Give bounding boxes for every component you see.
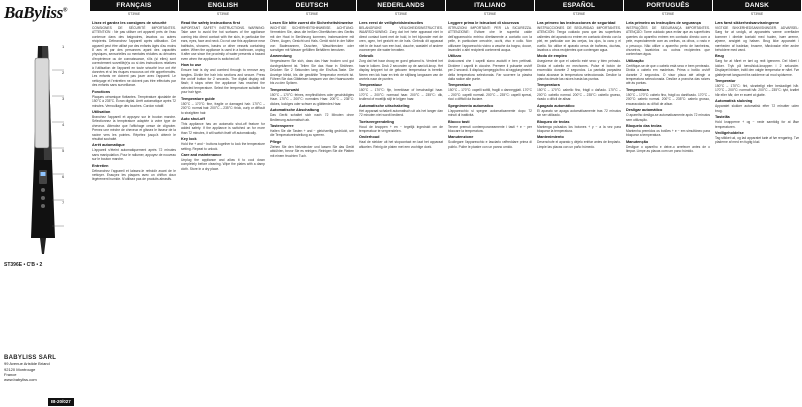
language-header: ITALIANO <box>446 0 534 11</box>
section-paragraph: Assicurarsi che i capelli siano asciutti e ben pettinati. Dividere i capelli in ciocche. Premere il pulsante on/off per 2 secondi. Il display lampeggia fino al raggiungimento della temperatura selezionata. Far scorrere la piastra dalla radice alle punte. <box>448 59 532 82</box>
section-title: Temperaturwahl <box>270 87 300 92</box>
section-paragraph: Zorg dat het haar droog en goed gekamd is. Verdeel het haar in lokken. Druk 2 seconden op de aan/uit-knop. Het display knippert tot de gekozen temperatuur is bereikt. Neem een lok haar en trek de stijltang langzaam van de wortels naar de punten. <box>359 59 443 82</box>
section-title: Care and maintenance <box>181 152 222 157</box>
section-title: Apagado automático <box>537 103 575 108</box>
section-title: Arrêt automatique <box>92 143 125 148</box>
section-paragraph: Das Gerät schaltet sich nach 72 Minuten ohne Bedienung automatisch ab. <box>270 113 354 122</box>
section-title: Lesen Sie bitte zuerst die Sicherheitshinweise <box>270 21 354 25</box>
section-title: Bloqueio das teclas <box>626 123 662 128</box>
section-paragraph: O aparelho desliga-se automaticamente após 72 minutos sem utilização. <box>626 113 710 122</box>
section-title: Bloqueo de teclas <box>537 119 570 124</box>
language-column <box>179 0 267 407</box>
callout-number: 1 <box>62 44 65 49</box>
section-title: Temperatur <box>715 79 736 84</box>
language-header: NEDERLANDS <box>357 0 445 11</box>
section-title: Vedligeholdelse <box>715 130 744 135</box>
section-title: Temperatura <box>537 83 560 88</box>
straightener-illustration <box>8 40 86 255</box>
section-paragraph: INSTRUCCIONES DE SEGURIDAD IMPORTANTES. ATENCIÓN: Tenga cuidado para que las superficies calientes del aparato no entren en contacto directo con la piel, en particular con las orejas, los ojos, la cara y el cuello. No utilice el aparato cerca de bañeras, duchas, lavabos u otros recipientes que contengan agua. <box>537 26 621 53</box>
section-paragraph: Plaques céramique flottantes. Température ajustable de 150°C à 235°C. Écran digital. Arrêt automatique après 72 minutes. Verrouillage des touches. Cordon rotatif. <box>92 94 176 108</box>
section-title: Utilizzo <box>448 54 462 59</box>
instruction-text <box>268 17 356 158</box>
section-paragraph: Asegúrese de que el cabello esté seco y bien peinado. Divida el cabello en mechones. Pulse el botón de encendido durante 2 segundos. La pantalla parpadea hasta alcanzar la temperatura seleccionada. Deslice la plancha desde las raíces hasta las puntas. <box>537 59 621 82</box>
callout-number: 6 <box>62 174 65 179</box>
section-title: Lea primero las instrucciones de seguridad <box>537 21 616 25</box>
section-title: Modo de empleo <box>537 54 567 59</box>
language-column <box>535 0 623 407</box>
company-address <box>4 356 84 382</box>
section-paragraph: Sørg for at håret er tørt og redt igennem. Del håret i lokker. Tryk på tænd/sluk-knappen i 2 sekunder. Displayet blinker, indtil den valgte temperatur er nået. Før glattejernet langsomt fra rødderne ud mod spidserne. <box>715 59 799 77</box>
section-paragraph: 150°C – 170°C: cabelo fino, frágil ou danificado. 170°C – 200°C: cabelo normal. 200°C – 235°C: cabelo grosso, encaracolado ou difícil de alisar. <box>626 92 710 106</box>
section-title: Lees eerst de veiligheidsinstructies <box>359 21 424 25</box>
section-title: Temperature guide <box>181 96 215 101</box>
model-subheader: ST396E <box>661 12 675 16</box>
section-paragraph: 150°C – 170°C: fint, skrøbeligt eller beskadiget hår. 170°C – 200°C: normalt hår. 200°C – 235°C: tykt, krøllet hår eller hår, der er svært at glatte. <box>715 84 799 97</box>
section-title: Onderhoud <box>359 135 380 140</box>
address-country: France <box>4 371 17 377</box>
section-title: Fonctions <box>92 89 111 94</box>
language-header: DANSK <box>713 0 801 11</box>
language-column <box>90 0 178 407</box>
document-code: IB-20/027 <box>48 398 74 406</box>
section-paragraph: INSTRUÇÕES DE SEGURANÇA IMPORTANTES. ATENÇÃO: Tome cuidado para evitar que as superfícies quentes do aparelho entrem em contacto directo com a pele, especialmente com as orelhas, os olhos, o rosto e o pescoço. Não utilize o aparelho perto de banheiras, chuveiros, lavatórios ou outros recipientes que contenham água. <box>626 26 710 57</box>
section-paragraph: Desenchufe el aparato y déjelo enfriar antes de limpiarlo. Limpie las placas con un paño húmedo. <box>537 140 621 149</box>
address-web: www.babyliss.com <box>4 377 37 383</box>
section-paragraph: ISTRUZIONI IMPORTANTI PER LA SICUREZZA. ATTENZIONE: Evitare che le superfici calde dell'apparecchio entrino direttamente a contatto con la pelle, in particolare orecchie, occhi, viso e collo. Non utilizzare l'apparecchio vicino a vasche da bagno, docce, lavandini o altri recipienti contenenti acqua. <box>448 26 532 53</box>
section-title: Temperatura <box>448 83 471 88</box>
section-title: How to use <box>181 63 202 68</box>
language-column <box>357 0 445 407</box>
callout-number: 7 <box>62 200 65 205</box>
language-column <box>713 0 801 407</box>
section-paragraph: IMPORTANT SAFETY INSTRUCTIONS. WARNING: Take care to avoid the hot surfaces of the appliance coming into direct contact with the skin, in particular the ears, eyes, face and neck. Do not use this appliance near bathtubs, showers, basins or other vessels containing water. When the appliance is used in a bathroom, unplug it after use since the proximity of water presents a hazard even when the appliance is switched off. <box>181 26 265 61</box>
section-paragraph: L'apparecchio si spegne automaticamente dopo 72 minuti di inattività. <box>448 108 532 118</box>
section-paragraph: Houd de knoppen + en − tegelijk ingedrukt om de temperatuur te vergrendelen. <box>359 124 443 133</box>
section-paragraph: Tag stikket ud, og lad apparatet køle af før rengøring. Tør pladerne af med en fugtig klud. <box>715 135 799 145</box>
section-paragraph: Het apparaat schakelt automatisch uit als het langer dan 72 minuten niet wordt bediend. <box>359 108 443 118</box>
section-title: Desligar automático <box>626 108 663 113</box>
section-paragraph: Mantenha premidos os botões + e − em simultâneo para bloquear a temperatura. <box>626 128 710 138</box>
section-paragraph: 150°C – 170°C: fijn, breekbaar of beschadigd haar. 170°C – 200°C: normaal haar. 200°C – 235°C: dik, krullend of moeilijk stijl te krijgen haar. <box>359 88 443 102</box>
section-paragraph: Branchez l'appareil et appuyez sur le bouton marche. Sélectionnez la température adaptée à votre type de cheveux. Attendez que l'affichage cesse de clignoter. Prenez une mèche de cheveux et glissez le lisseur de la racine vers les pointes. Répétez jusqu'à obtenir le résultat souhaité. <box>92 114 176 141</box>
callout-numbers <box>62 44 64 226</box>
callout-number: 5 <box>62 148 65 153</box>
section-paragraph: WICHTIGE SICHERHEITSHINWEISE. ACHTUNG: Vermeiden Sie, dass die heißen Oberflächen des Geräts mit der Haut in Berührung kommen, insbesondere mit Ohren, Augen, Gesicht und Hals. Gerät nicht in der Nähe von Badewannen, Duschen, Waschbecken oder sonstigen mit Wasser gefüllten Behältern benutzen. <box>270 26 354 53</box>
language-column <box>624 0 712 407</box>
section-title: Læs først sikkerhedsanvisningerne <box>715 21 779 25</box>
section-paragraph: Ensure hair is dry and combed through to remove any tangles. Divide the hair into sections and secure. Press the on/off button for 2 seconds. The digital display will flash; it stops when the appliance has reached the selected temperature. Select the temperature suitable for your hair type. <box>181 68 265 95</box>
model-subheader: ST396E <box>572 12 586 16</box>
section-title: Leia primeiro as instruções de segurança <box>626 21 701 25</box>
instruction-text <box>624 17 712 154</box>
section-paragraph: Apparatet slukker automatisk efter 72 minutter uden brug. <box>715 104 799 113</box>
section-title: Manutenzione <box>448 135 474 140</box>
section-paragraph: 150°C – 170°C: cabello fino, frágil o dañado. 170°C – 200°C: cabello normal. 200°C – 235°C: cabello grueso, rizado o difícil de alisar. <box>537 88 621 102</box>
section-title: Temperatuur <box>359 83 382 88</box>
model-subheader: ST396E <box>305 12 319 16</box>
section-title: Gebruik <box>359 54 374 59</box>
section-paragraph: 150°C – 170°C: fine, fragile or damaged hair. 170°C – 200°C: normal hair. 200°C – 235°C: thick, curly or difficult to straighten hair. <box>181 101 265 115</box>
section-paragraph: L'appareil s'éteint automatiquement après 72 minutes sans manipulation. Pour le rallumer, appuyez de nouveau sur le bouton marche. <box>92 148 176 162</box>
model-number: ST396E • C'B • 2 <box>4 262 43 268</box>
section-paragraph: Desligue o aparelho e deixe-o arrefecer antes de o limpar. Limpe as placas com um pano húmido. <box>626 144 710 154</box>
section-title: Automatische Abschaltung <box>270 108 320 113</box>
language-header: ENGLISH <box>179 0 267 11</box>
section-paragraph: Ziehen Sie den Netzstecker und lassen Sie das Gerät abkühlen, bevor Sie es reinigen. Reinigen Sie die Platten mit einem feuchten Tuch. <box>270 144 354 158</box>
section-title: Leggere prima le istruzioni di sicurezza <box>448 21 519 25</box>
section-title: Temperatura <box>626 87 649 92</box>
company-name: BABYLISS SARL <box>4 355 57 361</box>
section-paragraph: Tenere premuti contemporaneamente i tasti + e − per bloccare la temperatura. <box>448 124 532 133</box>
section-paragraph: Débranchez l'appareil et laissez-le refroidir avant de le nettoyer. Essuyez les plaques avec un chiffon doux légèrement humide. N'utilisez pas de produits abrasifs. <box>92 168 176 182</box>
section-title: Auto shut-off <box>181 116 205 121</box>
section-title: Utilisation <box>92 109 111 114</box>
section-title: Blocco tasti <box>448 119 470 124</box>
section-title: Automatische uitschakeling <box>359 103 410 108</box>
section-title: Tastensperre <box>270 123 294 128</box>
callout-number: 4 <box>62 122 65 127</box>
section-title: Pflege <box>270 139 282 144</box>
section-paragraph: Hold knapperne + og − nede samtidig for at låse temperaturen. <box>715 120 799 129</box>
language-column <box>268 0 356 407</box>
section-paragraph: VIGTIGE SIKKERHEDSANVISNINGER. ADVARSEL: Sørg for at undgå, at apparatets varme overflader kommer i direkte kontakt med huden, især ørerne, øjnene, ansigtet og halsen. Brug ikke apparatet i nærheden af badekar, brusere, håndvaske eller andre beholdere med vand. <box>715 26 799 53</box>
address-line2: 92120 Montrouge <box>4 366 36 372</box>
model-subheader: ST396E <box>127 12 141 16</box>
language-header: FRANÇAIS <box>90 0 178 11</box>
instruction-text <box>713 17 801 145</box>
product-panel <box>0 0 90 407</box>
section-title: Spegnimento automatico <box>448 103 494 108</box>
section-title: Entretien <box>92 163 109 168</box>
language-header: PORTUGUÊS <box>624 0 712 11</box>
section-paragraph: CONSIGNES DE SÉCURITÉ IMPORTANTES. ATTENTION : Ne pas utiliser cet appareil près de l'eau contenue dans des baignoires, lavabos ou autres récipients. Débranchez l'appareil après utilisation. Cet appareil peut être utilisé par des enfants âgés d'au moins 8 ans et par des personnes ayant des capacités physiques, sensorielles ou mentales réduites ou dénuées d'expérience ou de connaissance, s'ils (si elles) sont correctement surveillé(e)s ou si des instructions relatives à l'utilisation de l'appareil en toute sécurité leur ont été données et si les risques encourus ont été appréhendés. Les enfants ne doivent pas jouer avec l'appareil. Le nettoyage et l'entretien ne doivent pas être effectués par des enfants sans surveillance. <box>92 26 176 88</box>
instruction-text <box>90 17 178 182</box>
section-title: Key lock <box>181 137 197 142</box>
address-line1: 99 Avenue Aristide Briand <box>4 361 50 367</box>
section-title: Lisez et gardez les consignes de sécurité <box>92 21 167 25</box>
instruction-text <box>179 17 267 171</box>
section-paragraph: Unplug the appliance and allow it to cool down completely before cleaning. Wipe the plates with a damp cloth. Store in a dry place. <box>181 157 265 171</box>
language-column <box>446 0 534 407</box>
section-title: Toetsvergrendeling <box>359 119 394 124</box>
section-title: Automatisk slukning <box>715 99 753 104</box>
model-subheader: ST396E <box>216 12 230 16</box>
babyliss-logo: BaByliss® <box>4 3 68 22</box>
section-paragraph: Certifique-se de que o cabelo está seco e bem penteado. Divida o cabelo em madeixas. Prima o botão on/off durante 2 segundos. O visor pisca até atingir a temperatura seleccionada. Deslize a prancha das raízes até às pontas. <box>626 63 710 86</box>
section-title: Manutenção <box>626 139 649 144</box>
section-title: Read the safety instructions first <box>181 21 241 25</box>
section-title: Brug <box>715 54 724 59</box>
section-paragraph: Mantenga pulsados los botones + y − a la vez para bloquear la temperatura. <box>537 124 621 133</box>
model-subheader: ST396E <box>483 12 497 16</box>
section-paragraph: 150°C – 170°C: capelli sottili, fragili o danneggiati. 170°C – 200°C: capelli normali. 200°C – 235°C: capelli spessi, ricci o difficili da lisciare. <box>448 88 532 102</box>
callout-number: 2 <box>62 70 65 75</box>
model-subheader: ST396E <box>750 12 764 16</box>
section-title: Utilização <box>626 58 644 63</box>
section-paragraph: El aparato se apaga automáticamente tras 72 minutos sin ser utilizado. <box>537 108 621 118</box>
section-paragraph: Scollegare l'apparecchio e lasciarlo raffreddare prima di pulirlo. Pulire le piastre con un panno umido. <box>448 140 532 149</box>
section-paragraph: Vergewissern Sie sich, dass das Haar trocken und gut durchgekämmt ist. Teilen Sie das Haar in Strähnen. Drücken Sie 2 Sekunden lang die Ein/Aus-Taste. Die Anzeige blinkt, bis die gewählte Temperatur erreicht ist. Führen Sie das Glätteisen langsam von den Haarwurzeln bis zu den Spitzen. <box>270 59 354 86</box>
language-header: ESPAÑOL <box>535 0 623 11</box>
instruction-text <box>535 17 623 149</box>
instruction-text <box>446 17 534 149</box>
section-title: Tastelås <box>715 115 730 120</box>
section-paragraph: Hold the + and − buttons together to lock the temperature setting. Repeat to unlock. <box>181 142 265 151</box>
section-paragraph: Haal de stekker uit het stopcontact en laat het apparaat afkoelen. Reinig de platen met een vochtige doek. <box>359 140 443 149</box>
callout-number: 3 <box>62 96 65 101</box>
language-header: DEUTSCH <box>268 0 356 11</box>
section-paragraph: BELANGRIJKE VEILIGHEIDSINSTRUCTIES. WAARSCHUWING: Zorg dat het hete apparaat niet in direct contact komt met de huid, in het bijzonder met de oren, ogen, het gezicht en de hals. Gebruik dit apparaat niet in de buurt van een bad, douche, wastafel of andere voorwerpen die water bevatten. <box>359 26 443 53</box>
section-paragraph: 150°C – 170°C: feines, empfindliches oder geschädigtes Haar. 170°C – 200°C: normales Haar. 200°C – 235°C: dickes, lockiges oder schwer zu glättendes Haar. <box>270 92 354 106</box>
section-title: Mantenimiento <box>537 135 564 140</box>
instruction-text <box>357 17 445 149</box>
section-paragraph: Halten Sie die Tasten + und − gleichzeitig gedrückt, um die Temperatureinstellung zu sperren. <box>270 128 354 138</box>
model-subheader: ST396E <box>394 12 408 16</box>
section-paragraph: This appliance has an automatic shut-off feature for added safety. If the appliance is switched on for more than 72 minutes, it will switch itself off automatically. <box>181 121 265 135</box>
section-title: Anwendung <box>270 54 292 59</box>
